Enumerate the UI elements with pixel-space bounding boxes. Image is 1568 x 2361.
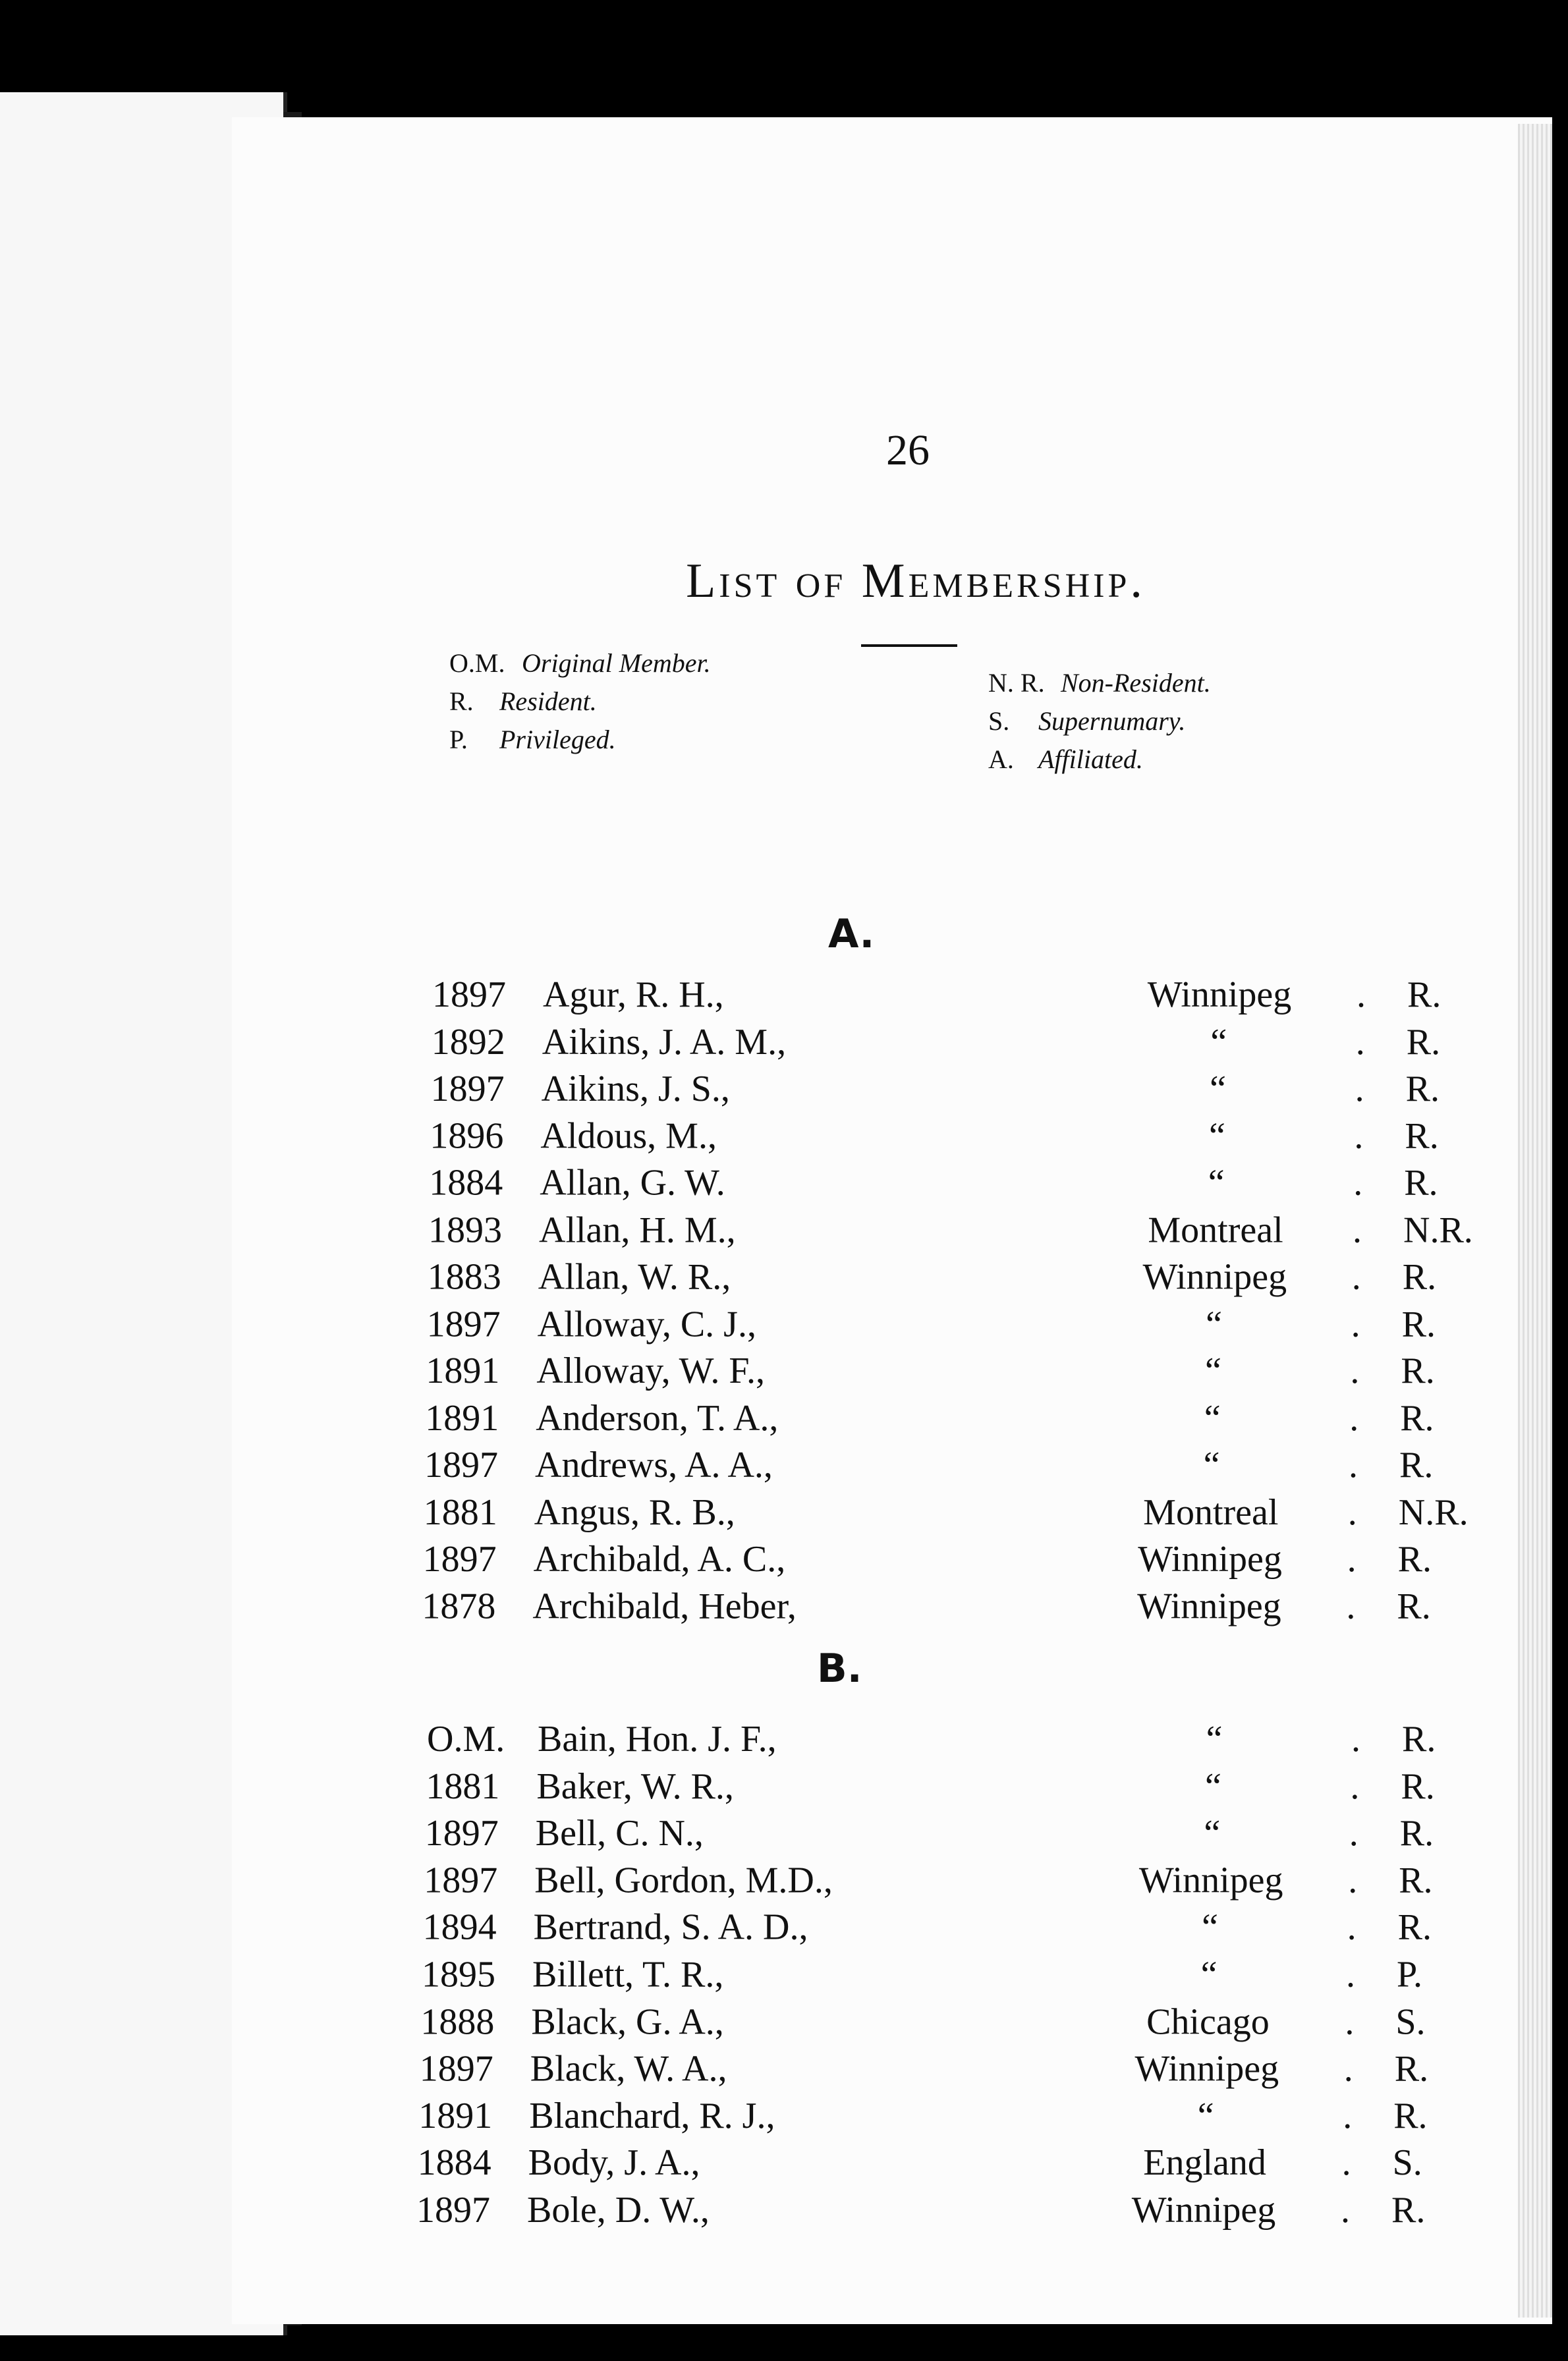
member-status: R.	[1397, 1906, 1432, 1948]
member-place: “	[1208, 1115, 1225, 1157]
leader-dot: .	[1347, 1491, 1357, 1533]
leader-dot: .	[1343, 2048, 1353, 2090]
member-place: Winnipeg	[1134, 2048, 1279, 2090]
member-name: Baker, W. R.,	[536, 1765, 734, 1807]
member-name: Allan, W. R.,	[538, 1256, 731, 1298]
legend-abbr: N. R.	[988, 668, 1045, 698]
legend-abbr: O.M.	[449, 648, 505, 678]
member-name: Allan, H. M.,	[539, 1209, 736, 1250]
member-name: Body, J. A.,	[528, 2142, 700, 2184]
member-place: “	[1203, 1445, 1220, 1486]
leader-dot: .	[1351, 1719, 1360, 1760]
member-status: R.	[1397, 1538, 1432, 1580]
member-year: 1897	[416, 2190, 490, 2231]
member-status: N.R.	[1403, 1209, 1473, 1250]
member-year: 1893	[428, 1209, 502, 1250]
legend-desc: Privileged.	[499, 725, 616, 754]
member-place: Montreal	[1148, 1209, 1283, 1250]
legend-abbr: S.	[988, 706, 1010, 736]
member-name: Agur, R. H.,	[543, 974, 724, 1015]
page-title: List of Membership.	[686, 554, 1146, 608]
member-place: “	[1204, 1765, 1221, 1807]
section-letter: B.	[817, 1646, 862, 1692]
member-place: Winnipeg	[1147, 974, 1292, 1015]
member-name: Bole, D. W.,	[527, 2190, 710, 2231]
member-name: Archibald, A. C.,	[533, 1538, 786, 1580]
legend-abbr: P.	[449, 725, 468, 754]
leader-dot: .	[1353, 1162, 1363, 1204]
legend-item	[988, 664, 1211, 702]
leader-dot: .	[1349, 1445, 1358, 1486]
member-status: R.	[1393, 2095, 1428, 2136]
member-year: 1891	[425, 1397, 499, 1439]
member-name: Angus, R. B.,	[534, 1491, 735, 1533]
member-place: Winnipeg	[1138, 1538, 1282, 1580]
leader-dot: .	[1349, 1397, 1359, 1439]
leader-dot: .	[1341, 2142, 1351, 2184]
legend-right	[988, 664, 1211, 779]
member-status: R.	[1394, 2048, 1429, 2090]
member-status: R.	[1405, 1115, 1439, 1157]
leader-dot: .	[1354, 1115, 1364, 1157]
member-status: N.R.	[1398, 1491, 1469, 1533]
member-status: R.	[1399, 1445, 1434, 1486]
member-name: Black, W. A.,	[530, 2048, 727, 2090]
member-name: Bain, Hon. J. F.,	[538, 1719, 777, 1760]
member-name: Aldous, M.,	[540, 1115, 717, 1157]
member-place: “	[1200, 1954, 1218, 1995]
member-status: S.	[1392, 2142, 1422, 2184]
member-status: R.	[1406, 1021, 1441, 1063]
member-name: Bell, Gordon, M.D.,	[534, 1860, 833, 1901]
member-year: 1883	[427, 1256, 501, 1298]
leader-dot: .	[1346, 1586, 1356, 1627]
member-year: O.M.	[427, 1719, 505, 1760]
member-year: 1897	[424, 1445, 498, 1486]
member-year: 1895	[422, 1954, 495, 1995]
leader-dot: .	[1347, 1906, 1357, 1948]
member-year: 1892	[431, 1021, 505, 1063]
legend-abbr: A.	[988, 744, 1014, 774]
member-name: Aikins, J. S.,	[541, 1068, 730, 1109]
leader-dot: .	[1355, 1021, 1365, 1063]
member-place: “	[1208, 1162, 1225, 1204]
member-status: R.	[1401, 1350, 1435, 1392]
legend-desc: Original Member.	[522, 648, 711, 678]
member-place: Montreal	[1143, 1491, 1279, 1533]
member-year: 1897	[426, 1303, 501, 1345]
leader-dot: .	[1348, 1860, 1358, 1901]
member-year: 1894	[422, 1906, 497, 1948]
member-place: Chicago	[1146, 2001, 1270, 2042]
member-year: 1878	[422, 1586, 496, 1627]
leader-dot: .	[1351, 1303, 1360, 1345]
legend-item	[449, 644, 711, 682]
leader-dot: .	[1351, 1256, 1361, 1298]
member-name: Black, G. A.,	[531, 2001, 724, 2042]
member-status: R.	[1399, 1860, 1433, 1901]
member-place: “	[1210, 1021, 1227, 1063]
legend-desc: Affiliated.	[1038, 744, 1143, 774]
member-place: “	[1210, 1068, 1227, 1109]
member-place: “	[1206, 1303, 1223, 1345]
leader-dot: .	[1341, 2190, 1350, 2231]
member-place: “	[1204, 1812, 1221, 1854]
member-status: S.	[1395, 2001, 1426, 2042]
leader-dot: .	[1353, 1209, 1362, 1250]
legend-item	[988, 740, 1211, 779]
member-place: “	[1202, 1906, 1219, 1948]
legend-desc: Resident.	[499, 686, 597, 716]
member-place: England	[1143, 2142, 1266, 2184]
member-place: Winnipeg	[1138, 1860, 1283, 1901]
member-name: Blanchard, R. J.,	[529, 2095, 775, 2136]
member-year: 1891	[426, 1350, 500, 1392]
member-place: Winnipeg	[1131, 2190, 1276, 2231]
member-status: R.	[1399, 1812, 1434, 1854]
member-place: “	[1204, 1350, 1221, 1392]
book-page	[232, 117, 1552, 2324]
member-status: R.	[1402, 1256, 1437, 1298]
legend-desc: Supernumary.	[1038, 706, 1186, 736]
leader-dot: .	[1357, 974, 1366, 1015]
member-status: R.	[1402, 1719, 1436, 1760]
member-year: 1897	[422, 1538, 497, 1580]
leader-dot: .	[1350, 1350, 1360, 1392]
member-status: R.	[1397, 1586, 1431, 1627]
member-place: “	[1206, 1719, 1223, 1760]
member-year: 1881	[426, 1765, 500, 1807]
leader-dot: .	[1346, 1954, 1355, 1995]
member-name: Andrews, A. A.,	[535, 1445, 773, 1486]
legend-item	[449, 721, 711, 759]
member-name: Bertrand, S. A. D.,	[533, 1906, 808, 1948]
leader-dot: .	[1355, 1068, 1364, 1109]
member-name: Archibald, Heber,	[532, 1586, 797, 1627]
member-year: 1897	[430, 1068, 505, 1109]
member-status: R.	[1400, 1397, 1434, 1439]
member-year: 1897	[424, 1860, 498, 1901]
member-name: Allan, G. W.	[540, 1162, 725, 1204]
legend-desc: Non-Resident.	[1061, 668, 1211, 698]
member-status: R.	[1401, 1765, 1435, 1807]
member-place: Winnipeg	[1142, 1256, 1287, 1298]
member-status: R.	[1401, 1303, 1436, 1345]
leader-dot: .	[1343, 2095, 1353, 2136]
member-year: 1897	[424, 1812, 499, 1854]
member-place: “	[1197, 2095, 1214, 2136]
member-status: R.	[1404, 1162, 1438, 1204]
member-name: Anderson, T. A.,	[536, 1397, 779, 1439]
member-year: 1884	[417, 2142, 491, 2184]
member-year: 1897	[432, 974, 506, 1015]
section-letter: A.	[828, 911, 875, 957]
title-rule	[861, 644, 957, 647]
page-number: 26	[886, 426, 930, 474]
legend-abbr: R.	[449, 686, 474, 716]
leader-dot: .	[1349, 1812, 1358, 1854]
member-name: Aikins, J. A. M.,	[542, 1021, 787, 1063]
member-status: R.	[1407, 974, 1442, 1015]
member-year: 1888	[420, 2001, 495, 2042]
member-year: 1891	[418, 2095, 493, 2136]
member-status: R.	[1391, 2190, 1426, 2231]
member-place: “	[1204, 1397, 1221, 1439]
leader-dot: .	[1347, 1538, 1357, 1580]
legend-item	[988, 702, 1211, 740]
member-year: 1881	[423, 1491, 497, 1533]
legend-left	[449, 644, 711, 759]
member-year: 1896	[430, 1115, 504, 1157]
leader-dot: .	[1350, 1765, 1360, 1807]
member-name: Alloway, C. J.,	[537, 1303, 756, 1345]
member-place: Winnipeg	[1137, 1586, 1281, 1627]
member-name: Alloway, W. F.,	[536, 1350, 765, 1392]
member-year: 1897	[419, 2048, 493, 2090]
member-year: 1884	[429, 1162, 503, 1204]
member-status: R.	[1405, 1068, 1440, 1109]
member-name: Billett, T. R.,	[532, 1954, 724, 1995]
member-name: Bell, C. N.,	[535, 1812, 704, 1854]
leader-dot: .	[1345, 2001, 1355, 2042]
legend-item	[449, 682, 711, 721]
member-status: P.	[1397, 1954, 1422, 1995]
